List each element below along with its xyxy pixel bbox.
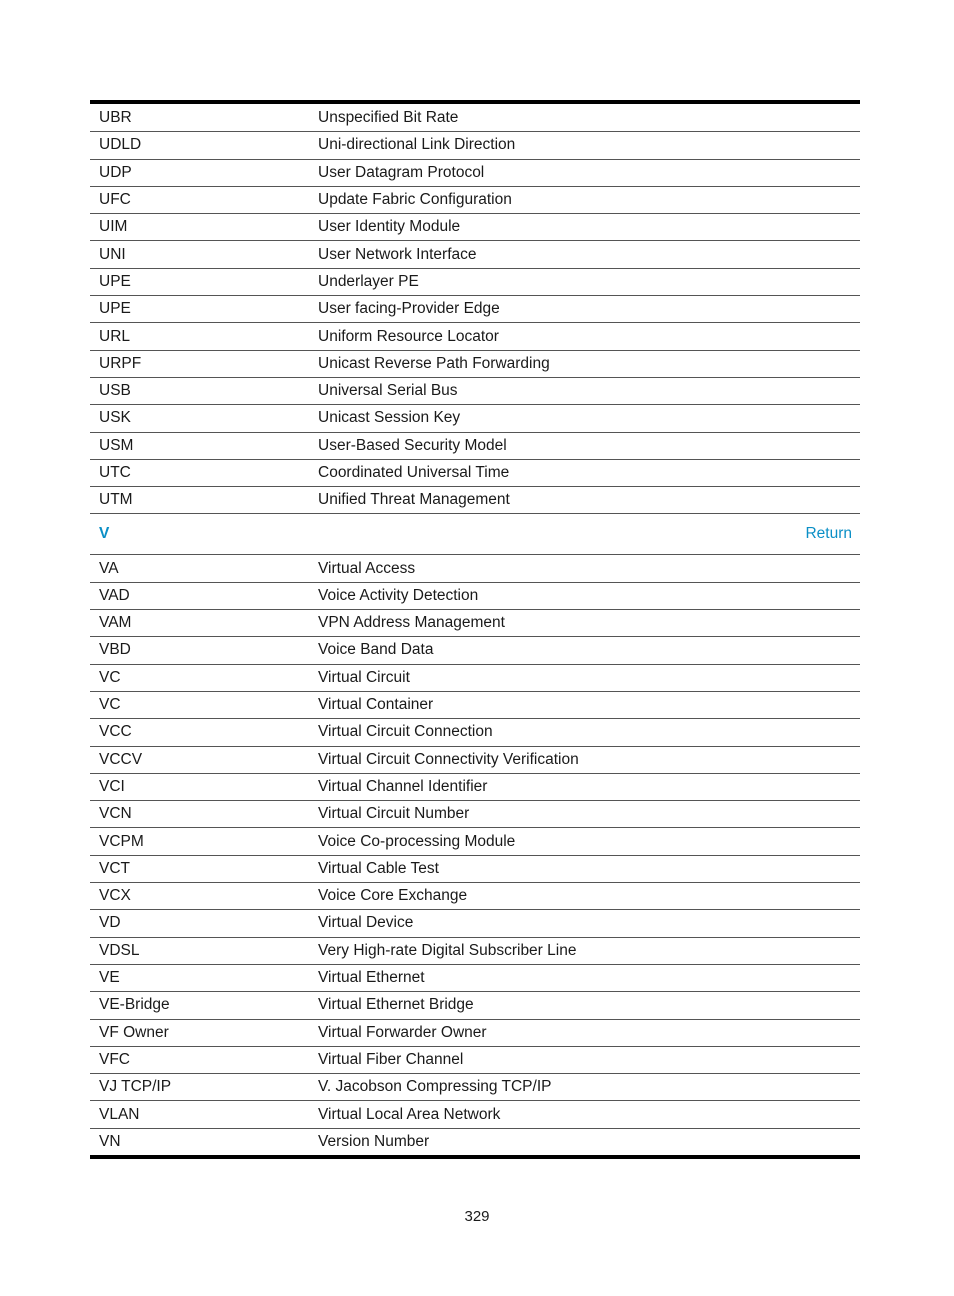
table-row bbox=[90, 295, 860, 322]
table-row bbox=[90, 937, 860, 964]
abbreviation-cell: VAD bbox=[99, 586, 130, 604]
full-name-cell: Universal Serial Bus bbox=[318, 382, 458, 400]
full-name-cell: Voice Co-processing Module bbox=[318, 832, 516, 850]
section-header-v bbox=[90, 513, 860, 554]
full-name-cell: Unicast Reverse Path Forwarding bbox=[318, 354, 550, 372]
table-row bbox=[90, 718, 860, 745]
abbreviation-cell: VC bbox=[99, 696, 121, 714]
abbreviation-cell: VCPM bbox=[99, 832, 144, 850]
full-name-cell: Virtual Fiber Channel bbox=[318, 1050, 464, 1068]
abbreviation-cell: UDP bbox=[99, 163, 132, 181]
table-row bbox=[90, 882, 860, 909]
full-name-cell: Virtual Cable Test bbox=[318, 859, 439, 877]
v-section-rows bbox=[90, 554, 860, 1155]
table-row bbox=[90, 1046, 860, 1073]
abbreviation-cell: UBR bbox=[99, 108, 132, 126]
table-row bbox=[90, 827, 860, 854]
table-row bbox=[90, 432, 860, 459]
abbreviation-cell: VF Owner bbox=[99, 1023, 169, 1041]
table-row bbox=[90, 1100, 860, 1127]
full-name-cell: Unified Threat Management bbox=[318, 491, 510, 509]
table-row bbox=[90, 909, 860, 936]
table-row bbox=[90, 1019, 860, 1046]
table-row bbox=[90, 746, 860, 773]
table-row bbox=[90, 582, 860, 609]
abbreviation-cell: VE-Bridge bbox=[99, 996, 170, 1014]
table-row bbox=[90, 691, 860, 718]
full-name-cell: Uniform Resource Locator bbox=[318, 327, 499, 345]
table-row bbox=[90, 131, 860, 158]
abbreviation-cell: VCCV bbox=[99, 750, 143, 768]
full-name-cell: Virtual Circuit Connection bbox=[318, 723, 493, 741]
full-name-cell: Version Number bbox=[318, 1132, 430, 1150]
abbreviation-cell: VDSL bbox=[99, 941, 140, 959]
full-name-cell: Virtual Ethernet Bridge bbox=[318, 996, 474, 1014]
full-name-cell: VPN Address Management bbox=[318, 614, 505, 632]
full-name-cell: User Network Interface bbox=[318, 245, 477, 263]
table-row bbox=[90, 350, 860, 377]
table-row bbox=[90, 1128, 860, 1155]
full-name-cell: Virtual Forwarder Owner bbox=[318, 1023, 487, 1041]
table-row bbox=[90, 773, 860, 800]
full-name-cell: User Datagram Protocol bbox=[318, 163, 485, 181]
abbreviation-cell: URPF bbox=[99, 354, 142, 372]
full-name-cell: Uni-directional Link Direction bbox=[318, 136, 516, 154]
table-row bbox=[90, 404, 860, 431]
abbreviation-cell: UTM bbox=[99, 491, 133, 509]
abbreviation-cell: VAM bbox=[99, 614, 132, 632]
table-row bbox=[90, 991, 860, 1018]
section-letter: V bbox=[99, 525, 110, 543]
table-row bbox=[90, 1073, 860, 1100]
full-name-cell: Virtual Circuit Connectivity Verification bbox=[318, 750, 579, 768]
full-name-cell: Voice Activity Detection bbox=[318, 586, 479, 604]
abbreviation-cell: VD bbox=[99, 914, 121, 932]
u-section-rows bbox=[90, 104, 860, 513]
abbreviation-cell: VBD bbox=[99, 641, 131, 659]
full-name-cell: Virtual Container bbox=[318, 696, 434, 714]
abbreviation-cell: VCI bbox=[99, 777, 125, 795]
table-row bbox=[90, 104, 860, 131]
full-name-cell: Underlayer PE bbox=[318, 272, 419, 290]
abbreviation-cell: VN bbox=[99, 1132, 121, 1150]
full-name-cell: User-Based Security Model bbox=[318, 436, 507, 454]
abbreviation-cell: UIM bbox=[99, 218, 128, 236]
full-name-cell: Virtual Local Area Network bbox=[318, 1105, 501, 1123]
abbreviation-cell: UPE bbox=[99, 300, 131, 318]
table-row bbox=[90, 636, 860, 663]
table-row bbox=[90, 664, 860, 691]
table-row bbox=[90, 855, 860, 882]
table-row bbox=[90, 186, 860, 213]
abbreviation-cell: USK bbox=[99, 409, 131, 427]
table-row bbox=[90, 268, 860, 295]
table-row bbox=[90, 486, 860, 513]
full-name-cell: Voice Core Exchange bbox=[318, 887, 468, 905]
abbreviation-cell: VCN bbox=[99, 805, 132, 823]
full-name-cell: Virtual Circuit bbox=[318, 668, 410, 686]
table-row bbox=[90, 322, 860, 349]
abbreviation-cell: VFC bbox=[99, 1050, 130, 1068]
full-name-cell: Very High-rate Digital Subscriber Line bbox=[318, 941, 577, 959]
abbreviation-cell: UNI bbox=[99, 245, 126, 263]
abbreviation-cell: VCT bbox=[99, 859, 130, 877]
full-name-cell: User facing-Provider Edge bbox=[318, 300, 500, 318]
full-name-cell: Virtual Access bbox=[318, 559, 416, 577]
full-name-cell: Coordinated Universal Time bbox=[318, 464, 510, 481]
full-name-cell: User Identity Module bbox=[318, 218, 461, 236]
abbreviation-cell: UDLD bbox=[99, 136, 142, 154]
page-number: 329 bbox=[464, 1208, 490, 1225]
abbreviation-cell: UFC bbox=[99, 191, 131, 209]
abbreviation-cell: UPE bbox=[99, 272, 131, 290]
abbreviation-cell: VJ TCP/IP bbox=[99, 1078, 172, 1096]
full-name-cell: Virtual Channel Identifier bbox=[318, 777, 488, 795]
abbreviation-table bbox=[90, 100, 860, 1159]
table-row bbox=[90, 213, 860, 240]
abbreviation-cell: VLAN bbox=[99, 1105, 140, 1123]
full-name-cell: Unspecified Bit Rate bbox=[318, 108, 459, 126]
abbreviation-cell: VC bbox=[99, 668, 121, 686]
abbreviation-cell: VCX bbox=[99, 887, 131, 905]
abbreviation-cell: VE bbox=[99, 969, 120, 987]
full-name-cell: Virtual Ethernet bbox=[318, 969, 425, 987]
table-row bbox=[90, 159, 860, 186]
table-row bbox=[90, 377, 860, 404]
full-name-cell: Voice Band Data bbox=[318, 641, 434, 659]
abbreviation-cell: VA bbox=[99, 559, 119, 577]
return-link[interactable]: Return bbox=[805, 525, 852, 543]
full-name-cell: Unicast Session Key bbox=[318, 409, 461, 427]
full-name-cell: V. Jacobson Compressing TCP/IP bbox=[318, 1078, 552, 1096]
table-row bbox=[90, 964, 860, 991]
full-name-cell: Virtual Circuit Number bbox=[318, 805, 470, 823]
table-row bbox=[90, 554, 860, 581]
abbreviation-cell: UTC bbox=[99, 464, 131, 481]
full-name-cell: Virtual Device bbox=[318, 914, 414, 932]
table-row bbox=[90, 459, 860, 486]
abbreviation-cell: USB bbox=[99, 382, 131, 400]
abbreviation-cell: USM bbox=[99, 436, 134, 454]
abbreviation-cell: URL bbox=[99, 327, 131, 345]
table-row bbox=[90, 609, 860, 636]
table-row bbox=[90, 800, 860, 827]
table-row bbox=[90, 240, 860, 267]
abbreviation-cell: VCC bbox=[99, 723, 132, 741]
full-name-cell: Update Fabric Configuration bbox=[318, 191, 512, 209]
